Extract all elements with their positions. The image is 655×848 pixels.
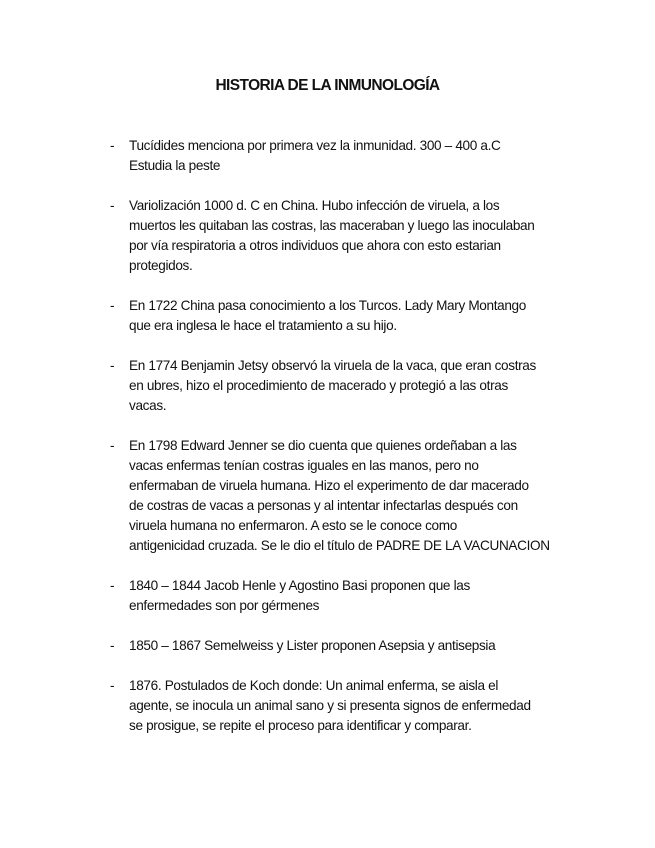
item-line: muertos les quitaban las costras, las maceraban y luego las inoculaban [129,218,535,233]
item-line: Estudia la peste [129,158,221,173]
item-line: enfermaban de viruela humana. Hizo el experimento de dar macerado [129,478,529,493]
bullet-dash: - [110,578,115,593]
bullet-dash: - [110,138,115,153]
item-line: En 1774 Benjamin Jetsy observó la viruela de la vaca, que eran costras [129,358,536,373]
history-list [0,136,655,756]
item-line: Variolización 1000 d. C en China. Hubo infección de viruela, a los [129,198,500,213]
bullet-dash: - [110,638,115,653]
list-item [0,136,569,176]
item-line: en ubres, hizo el procedimiento de macerado y protegió a las otras [129,378,508,393]
list-item [0,676,569,736]
item-line: que era inglesa le hace el tratamiento a su hijo. [129,318,397,333]
bullet-dash: - [110,678,115,693]
item-line: 1876. Postulados de Koch donde: Un animal enferma, se aisla el [129,678,498,693]
item-line: En 1722 China pasa conocimiento a los Turcos. Lady Mary Montango [129,298,526,313]
list-item [0,196,569,276]
item-line: vacas enfermas tenían costras iguales en las manos, pero no [129,458,479,473]
item-line: viruela humana no enfermaron. A esto se le conoce como [129,518,457,533]
item-line: 1850 – 1867 Semelweiss y Lister proponen Asepsia y antisepsia [129,638,496,653]
item-line: antigenicidad cruzada. Se le dio el título de PADRE DE LA VACUNACION [129,538,550,553]
item-line: vacas. [129,398,167,413]
item-line: Tucídides menciona por primera vez la inmunidad. 300 – 400 a.C [129,138,501,153]
list-item [0,296,569,336]
item-line: por vía respiratoria a otros individuos que ahora con esto estarian [129,238,501,253]
bullet-dash: - [110,298,115,313]
bullet-dash: - [110,198,115,213]
item-line: de costras de vacas a personas y al intentar infectarlas después con [129,498,518,513]
bullet-dash: - [110,358,115,373]
list-item [0,576,569,616]
item-line: 1840 – 1844 Jacob Henle y Agostino Basi proponen que las [129,578,470,593]
document-title: HISTORIA DE LA INMUNOLOGÍA [215,77,440,94]
list-item [0,436,569,556]
item-line: En 1798 Edward Jenner se dio cuenta que quienes ordeñaban a las [129,438,517,453]
item-line: agente, se inocula un animal sano y si presenta signos de enfermedad [129,698,531,713]
bullet-dash: - [110,438,115,453]
item-line: protegidos. [129,258,193,273]
item-line: se prosigue, se repite el proceso para identificar y comparar. [129,718,472,733]
item-line: enfermedades son por gérmenes [129,598,320,613]
list-item [0,356,569,416]
list-item [0,636,569,656]
